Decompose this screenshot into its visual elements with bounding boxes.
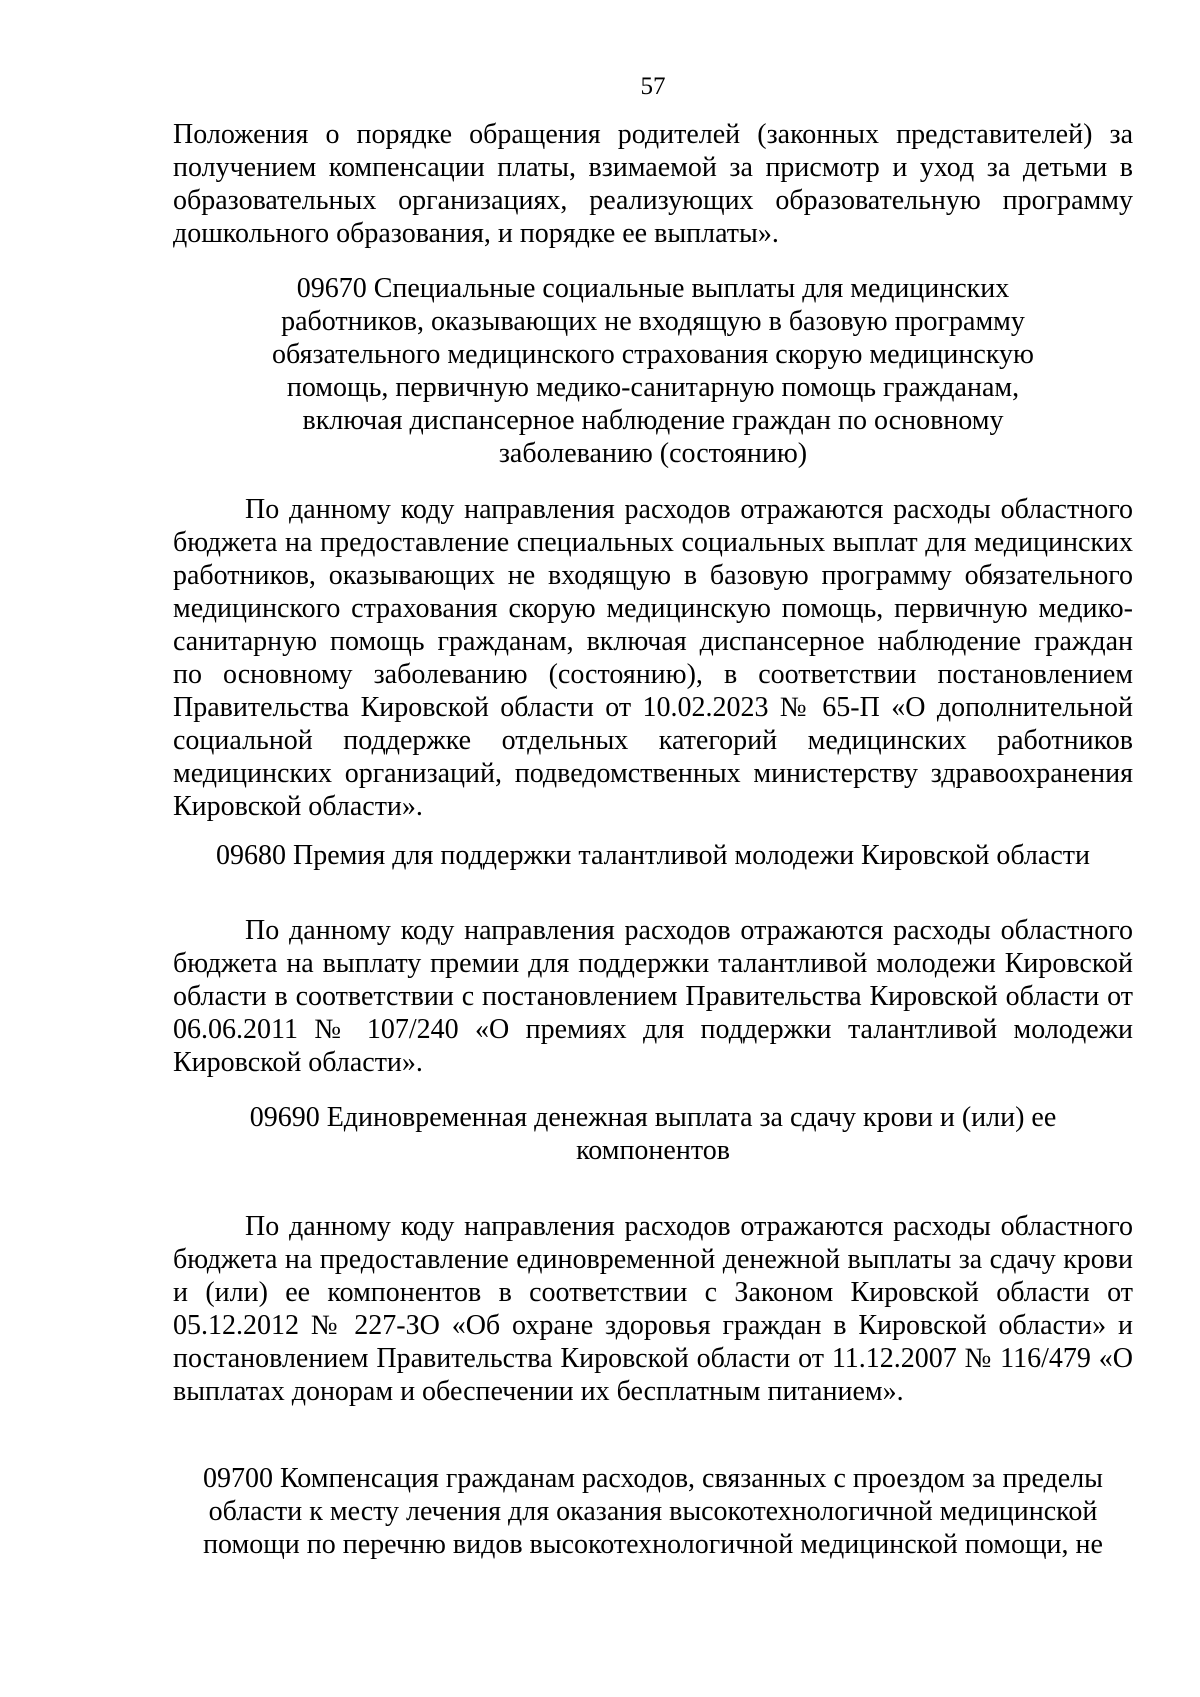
heading-line: включая диспансерное наблюдение граждан по основному [302, 405, 1004, 436]
heading-line: заболеванию (состоянию) [498, 438, 808, 469]
text-line: области в соответствии с постановлением Правительства Кировской области от [173, 981, 1133, 1012]
heading-line: работников, оказывающих не входящую в базовую программу [281, 306, 1025, 337]
text-line: социальной поддержке отдельных категорий медицинских работников [173, 725, 1133, 756]
text-line: выплатах донорам и обеспечении их бесплатным питанием». [173, 1376, 904, 1407]
heading-line: 09690 Единовременная денежная выплата за сдачу крови и (или) ее [249, 1102, 1057, 1133]
intro-paragraph [173, 118, 1133, 250]
text-line: По данному коду направления расходов отражаются расходы областного [245, 1211, 1133, 1242]
section-body-09690 [173, 1210, 1133, 1408]
section-body-09680 [173, 914, 1133, 1079]
text-line: медицинского страхования скорую медицинскую помощь, первичную медико- [173, 593, 1133, 624]
text-line: и (или) ее компонентов в соответствии с Законом Кировской области от [173, 1277, 1133, 1308]
text-line: 06.06.2011 № 107/240 «О премиях для поддержки талантливой молодежи [173, 1014, 1133, 1045]
text-line: постановлением Правительства Кировской области от 11.12.2007 № 116/479 «О [173, 1343, 1133, 1374]
section-heading-09670 [173, 272, 1133, 470]
text-line: дошкольного образования, и порядке ее выплаты». [173, 218, 779, 249]
text-line: По данному коду направления расходов отражаются расходы областного [245, 915, 1133, 946]
text-line: получением компенсации платы, взимаемой за присмотр и уход за детьми в [173, 152, 1133, 183]
section-heading-09680 [173, 839, 1133, 872]
text-line: образовательных организациях, реализующих образовательную программу [173, 185, 1133, 216]
text-line: работников, оказывающих не входящую в базовую программу обязательного [173, 560, 1133, 591]
heading-line: помощи по перечню видов высокотехнологичной медицинской помощи, не [203, 1529, 1103, 1560]
text-line: Положения о порядке обращения родителей (законных представителей) за [173, 119, 1133, 150]
text-line: бюджета на предоставление единовременной денежной выплаты за сдачу крови [173, 1244, 1133, 1275]
text-line: бюджета на выплату премии для поддержки талантливой молодежи Кировской [173, 948, 1133, 979]
heading-line: обязательного медицинского страхования скорую медицинскую [272, 339, 1034, 370]
section-heading-09690 [173, 1101, 1133, 1167]
text-line: По данному коду направления расходов отражаются расходы областного [245, 494, 1133, 525]
section-body-09670 [173, 493, 1133, 823]
heading-line: 09680 Премия для поддержки талантливой молодежи Кировской области [216, 840, 1090, 871]
text-line: по основному заболеванию (состоянию), в соответствии постановлением [173, 659, 1133, 690]
heading-line: помощь, первичную медико-санитарную помощь гражданам, [286, 372, 1020, 403]
text-line: 05.12.2012 № 227-ЗО «Об охране здоровья граждан в Кировской области» и [173, 1310, 1133, 1341]
text-line: Правительства Кировской области от 10.02.2023 № 65-П «О дополнительной [173, 692, 1133, 723]
text-line: Кировской области». [173, 1047, 423, 1078]
heading-line: компонентов [576, 1135, 730, 1166]
heading-line: области к месту лечения для оказания высокотехнологичной медицинской [208, 1496, 1098, 1527]
text-line: Кировской области». [173, 791, 423, 822]
heading-line: 09670 Специальные социальные выплаты для медицинских [296, 273, 1010, 304]
text-line: бюджета на предоставление специальных социальных выплат для медицинских [173, 527, 1133, 558]
page-number: 57 [640, 73, 666, 100]
text-line: медицинских организаций, подведомственных министерству здравоохранения [173, 758, 1133, 789]
section-heading-09700 [173, 1462, 1133, 1561]
text-line: санитарную помощь гражданам, включая диспансерное наблюдение граждан [173, 626, 1133, 657]
heading-line: 09700 Компенсация гражданам расходов, связанных с проездом за пределы [203, 1463, 1103, 1494]
